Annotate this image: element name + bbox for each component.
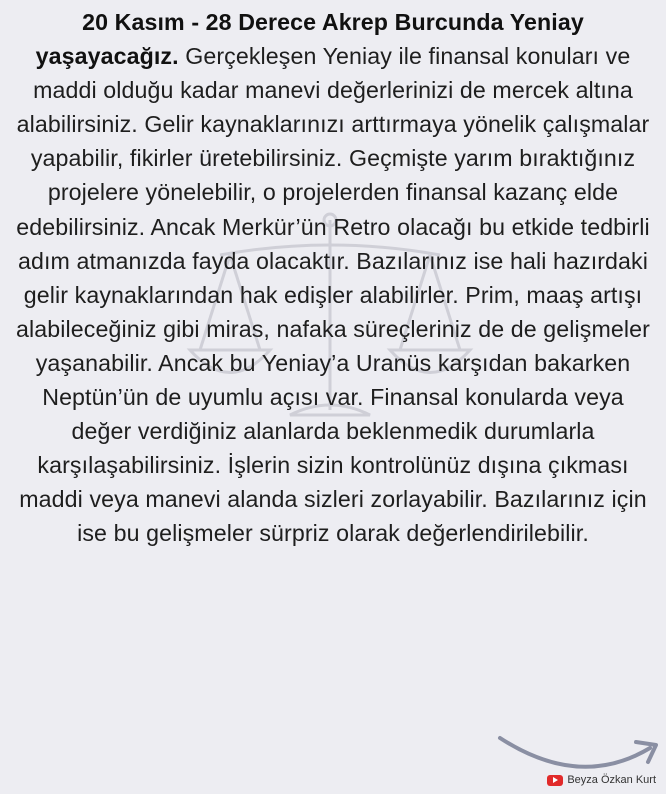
youtube-icon [547, 775, 563, 786]
article-body: Gerçekleşen Yeniay ile finansal konuları ve maddi olduğu kadar manevi değerlerinizi de mercek altına alabilirsiniz. Gelir kaynaklarınızı arttırmaya yönelik çalışmalar yapabilir, fikirler üretebilirsiniz. Geçmişte yarım bıraktığınız projelere yönelebilir, o projelerden finansal kazanç elde edebilirsiniz. Ancak Merkür’ün Retro olacağı bu etkide tedbirli adım atmanızda fayda olacaktır. Bazılarınız ise hali hazırdaki gelir kaynaklarından hak edişler alabilirler. Prim, maaş artışı alabileceğiniz gibi miras, nafaka süreçleriniz de de gelişmeler yaşanabilir. Ancak bu Yeniay’a Uranüs karşıdan bakarken Neptün’ün de uyumlu açısı var. Finansal konularda veya değer verdiğiniz alanlarda beklenmedik durumlarla karşılaşabilirsiniz. İşlerin sizin kontrolünüz dışına çıkması maddi veya manevi alanda sizleri zorlayabilir. Bazılarınız için ise bu gelişmeler sürpriz olarak değerlendirilebilir. [16, 43, 650, 547]
headline: 20 Kasım - 28 Derece Akrep Burcunda Yeniay yaşayacağız. [35, 9, 584, 70]
article-text [14, 5, 652, 551]
author-credit [547, 774, 656, 786]
author-name: Beyza Özkan Kurt [567, 774, 656, 786]
